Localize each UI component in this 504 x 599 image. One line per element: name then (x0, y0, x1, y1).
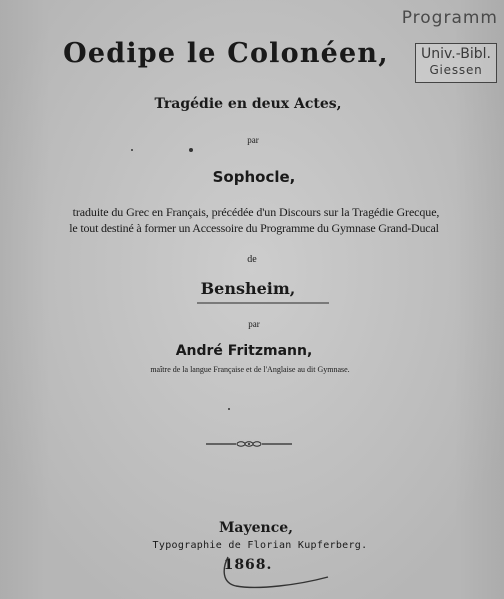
handwritten-underline (218, 555, 338, 595)
publication-place: Mayence, (218, 520, 294, 536)
ink-speck (228, 408, 230, 410)
programm-stamp: Programm (401, 8, 498, 28)
translator-role: maître de la langue Française et de l'Anglaise au dit Gymnase. (150, 365, 350, 374)
translation-line-2: le tout destiné à former un Accessoire du Programme du Gymnase Grand-Ducal (69, 221, 439, 235)
publication-year: 1868. (223, 557, 273, 573)
ink-speck (131, 149, 133, 151)
ornamental-rule (206, 438, 292, 450)
printer-name: Typographie de Florian Kupferberg. (152, 540, 368, 551)
ink-speck (189, 148, 193, 152)
library-stamp-line-1: Univ.-Bibl. (421, 46, 491, 62)
library-stamp-line-2: Giessen (429, 63, 483, 77)
translation-line-1: traduite du Grec en Français, précédée d'un Discours sur la Tragédie Grecque, (72, 205, 440, 219)
by-label: par (247, 135, 259, 145)
city-underline (197, 302, 329, 304)
by-label-2: par (248, 319, 260, 329)
of-label: de (247, 254, 257, 265)
book-title: Oedipe le Colonéen, (63, 38, 389, 69)
translator-name: André Fritzmann, (175, 343, 313, 359)
book-subtitle: Tragédie en deux Actes, (154, 96, 342, 112)
city-name: Bensheim, (200, 279, 296, 298)
author-name: Sophocle, (212, 168, 296, 186)
